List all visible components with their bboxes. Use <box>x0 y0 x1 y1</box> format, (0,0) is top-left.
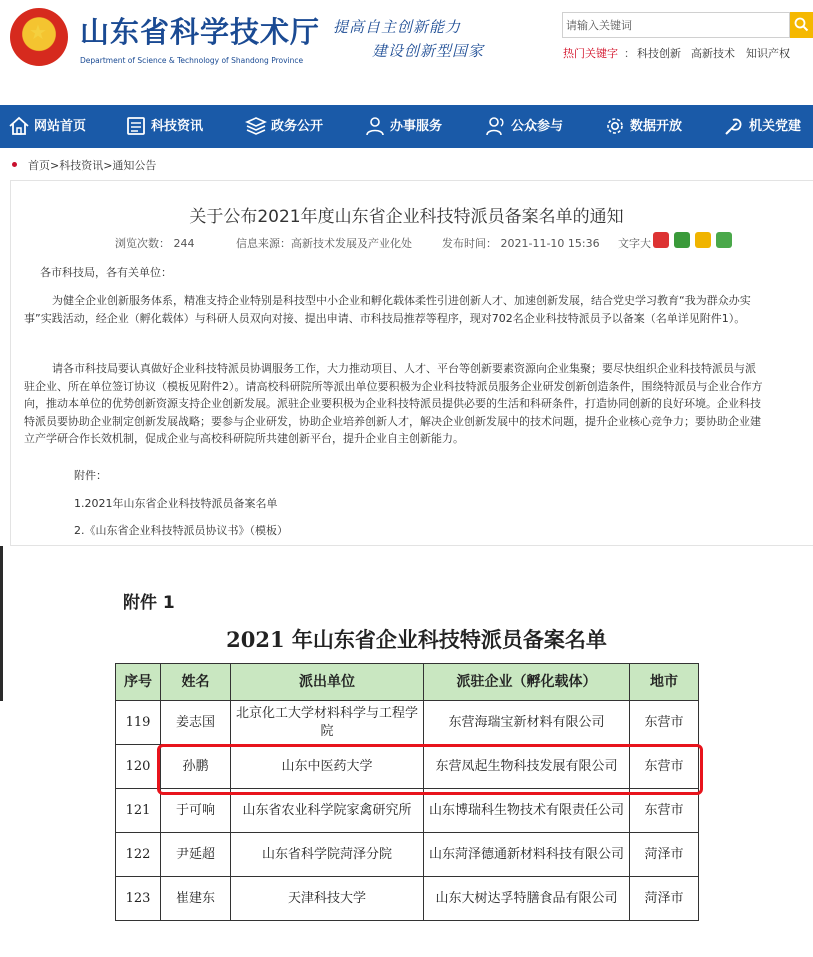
table-row <box>116 789 699 833</box>
cell-city: 东营市 <box>630 789 699 833</box>
nav-item-government-affairs[interactable] <box>245 105 335 148</box>
hot-keyword-link[interactable]: 科技创新 <box>637 47 681 60</box>
site-subtitle: Department of Science & Technology of Shandong Province <box>80 56 304 65</box>
cell-host-enterprise: 山东菏泽德通新材料科技有限公司 <box>424 833 630 877</box>
table-row <box>116 701 699 745</box>
table-title: 2021 年山东省企业科技特派员备案名单 <box>226 627 607 652</box>
site-header <box>0 0 813 105</box>
share-wechat-icon[interactable] <box>674 232 690 248</box>
cell-name: 于可响 <box>161 789 231 833</box>
cell-dispatching-unit: 山东省农业科学院家禽研究所 <box>231 789 424 833</box>
nav-item-party-building[interactable] <box>723 105 813 148</box>
paragraph-2: 请各市科技局要认真做好企业科技特派员协调服务工作，大力推动项目、人才、平台等创新要素资源向企业集聚；要尽快组织企业科技特派员与派驻企业、所在单位签订协议（模板见附件2）。请高校科研院所等派出单位要积极为企业科技特派员服务企业研发创新创造条件，围绕特派员与企业合作方向，推动本单位的优势创新资源支持企业创新发展。派驻企业要积极为企业科技特派员提供必要的生活和科研条件，打造协同创新的良好环境。企业科技特派员要协助企业制定创新发展战略；要参与企业研发，协助企业培养创新人才，解决企业创新发展中的技术问题，提升企业核心竞争力；要协助企业建立产学研合作长效机制，促成企业与高校科研院所共建创新平台，提升企业自主创新能力。 <box>24 362 763 445</box>
slogan-line-2: 建设创新型国家 <box>372 42 485 60</box>
cell-host-enterprise: 山东大树达孚特膳食品有限公司 <box>424 877 630 921</box>
cell-dispatching-unit: 北京化工大学材料科学与工程学院 <box>231 701 424 745</box>
nav-item-label: 政务公开 <box>271 119 324 134</box>
nav-item-label: 公众参与 <box>511 119 564 134</box>
search-icon <box>794 17 809 32</box>
share-weibo-icon[interactable] <box>653 232 669 248</box>
slogan-line-1: 提高自主创新能力 <box>333 18 462 36</box>
publish-time: 发布时间： 2021-11-10 15:36 <box>442 237 600 250</box>
hot-keywords-label: 热门关键字 <box>563 47 618 60</box>
column-header: 地市 <box>630 664 699 701</box>
site-title[interactable]: 山东省科学技术厅 <box>80 15 321 49</box>
cell-dispatching-unit: 山东省科学院菏泽分院 <box>231 833 424 877</box>
cell-number: 120 <box>116 745 161 789</box>
table-header-row <box>116 664 699 701</box>
news-icon <box>125 116 147 136</box>
cell-number: 119 <box>116 701 161 745</box>
table-row <box>116 877 699 921</box>
info-source: 信息来源：高新技术发展及产业化处 <box>236 237 412 250</box>
nav-item-public-participation[interactable] <box>485 105 575 148</box>
cell-name: 孙鹏 <box>161 745 231 789</box>
nav-item-label: 办事服务 <box>390 119 443 134</box>
font-size-label[interactable]: 文字大 <box>618 237 651 250</box>
cell-name: 崔建东 <box>161 877 231 921</box>
cell-dispatching-unit: 天津科技大学 <box>231 877 424 921</box>
nav-item-open-data[interactable] <box>604 105 694 148</box>
column-header: 派出单位 <box>231 664 424 701</box>
breadcrumb-bullet <box>12 162 17 167</box>
attachments-heading: 附件： <box>74 469 107 482</box>
search-input[interactable] <box>566 15 766 35</box>
cell-host-enterprise: 东营海瑞宝新材料有限公司 <box>424 701 630 745</box>
national-emblem-icon: ★ <box>10 8 68 66</box>
hot-keyword-link[interactable]: 知识产权 <box>746 47 790 60</box>
nav-item-label: 机关党建 <box>749 119 802 134</box>
roster-table <box>115 663 699 921</box>
share-qzone-icon[interactable] <box>695 232 711 248</box>
cell-city: 东营市 <box>630 701 699 745</box>
nav-item-home[interactable] <box>8 105 98 148</box>
column-header: 派驻企业（孵化载体） <box>424 664 630 701</box>
attachment-label: 附件 1 <box>123 593 175 613</box>
table-row <box>116 833 699 877</box>
cell-number: 121 <box>116 789 161 833</box>
cell-city: 菏泽市 <box>630 833 699 877</box>
attachment-link-2[interactable]: 2.《山东省企业科技特派员协议书》（模板） <box>74 524 288 537</box>
breadcrumb[interactable]: 首页>科技资讯>通知公告 <box>28 159 157 172</box>
layers-icon <box>245 116 267 136</box>
nav-item-services[interactable] <box>364 105 454 148</box>
cell-city: 东营市 <box>630 745 699 789</box>
attachment-link-1[interactable]: 1.2021年山东省企业科技特派员备案名单 <box>74 497 278 510</box>
cell-number: 122 <box>116 833 161 877</box>
cell-name: 姜志国 <box>161 701 231 745</box>
article-title: 关于公布2021年度山东省企业科技特派员备案名单的通知 <box>189 207 624 227</box>
paragraph-1: 为健全企业创新服务体系，精准支持企业特别是科技型中小企业和孵化载体柔性引进创新人才、加速创新发展，结合党史学习教育“我为群众办实事”实践活动，经企业（孵化载体）与科研人员双向对接、提出申请、市科技局推荐等程序，现对702名企业科技特派员予以备案（名单详见附件1）。 <box>24 294 751 325</box>
nav-item-label: 数据开放 <box>630 119 683 134</box>
share-more-icon[interactable] <box>716 232 732 248</box>
home-icon <box>8 116 30 136</box>
column-header: 姓名 <box>161 664 231 701</box>
gear-icon <box>604 116 626 136</box>
column-header: 序号 <box>116 664 161 701</box>
people-icon <box>485 116 507 136</box>
table-row <box>116 745 699 789</box>
cell-name: 尹延超 <box>161 833 231 877</box>
salutation: 各市科技局，各有关单位： <box>40 266 172 279</box>
main-nav <box>0 105 813 148</box>
nav-item-label: 网站首页 <box>34 119 87 134</box>
cell-city: 菏泽市 <box>630 877 699 921</box>
cell-host-enterprise: 山东博瑞科生物技术有限责任公司 <box>424 789 630 833</box>
search-button[interactable] <box>790 12 813 38</box>
view-count: 浏览次数： 244 <box>115 237 195 250</box>
nav-item-label: 科技资讯 <box>151 119 204 134</box>
nav-item-news[interactable] <box>125 105 215 148</box>
hot-keyword-link[interactable]: 高新技术 <box>691 47 735 60</box>
cell-host-enterprise: 东营凤起生物科技发展有限公司 <box>424 745 630 789</box>
party-icon <box>723 116 745 136</box>
hot-keywords-separator: ： <box>624 47 635 60</box>
user-service-icon <box>364 116 386 136</box>
cell-dispatching-unit: 山东中医药大学 <box>231 745 424 789</box>
cell-number: 123 <box>116 877 161 921</box>
